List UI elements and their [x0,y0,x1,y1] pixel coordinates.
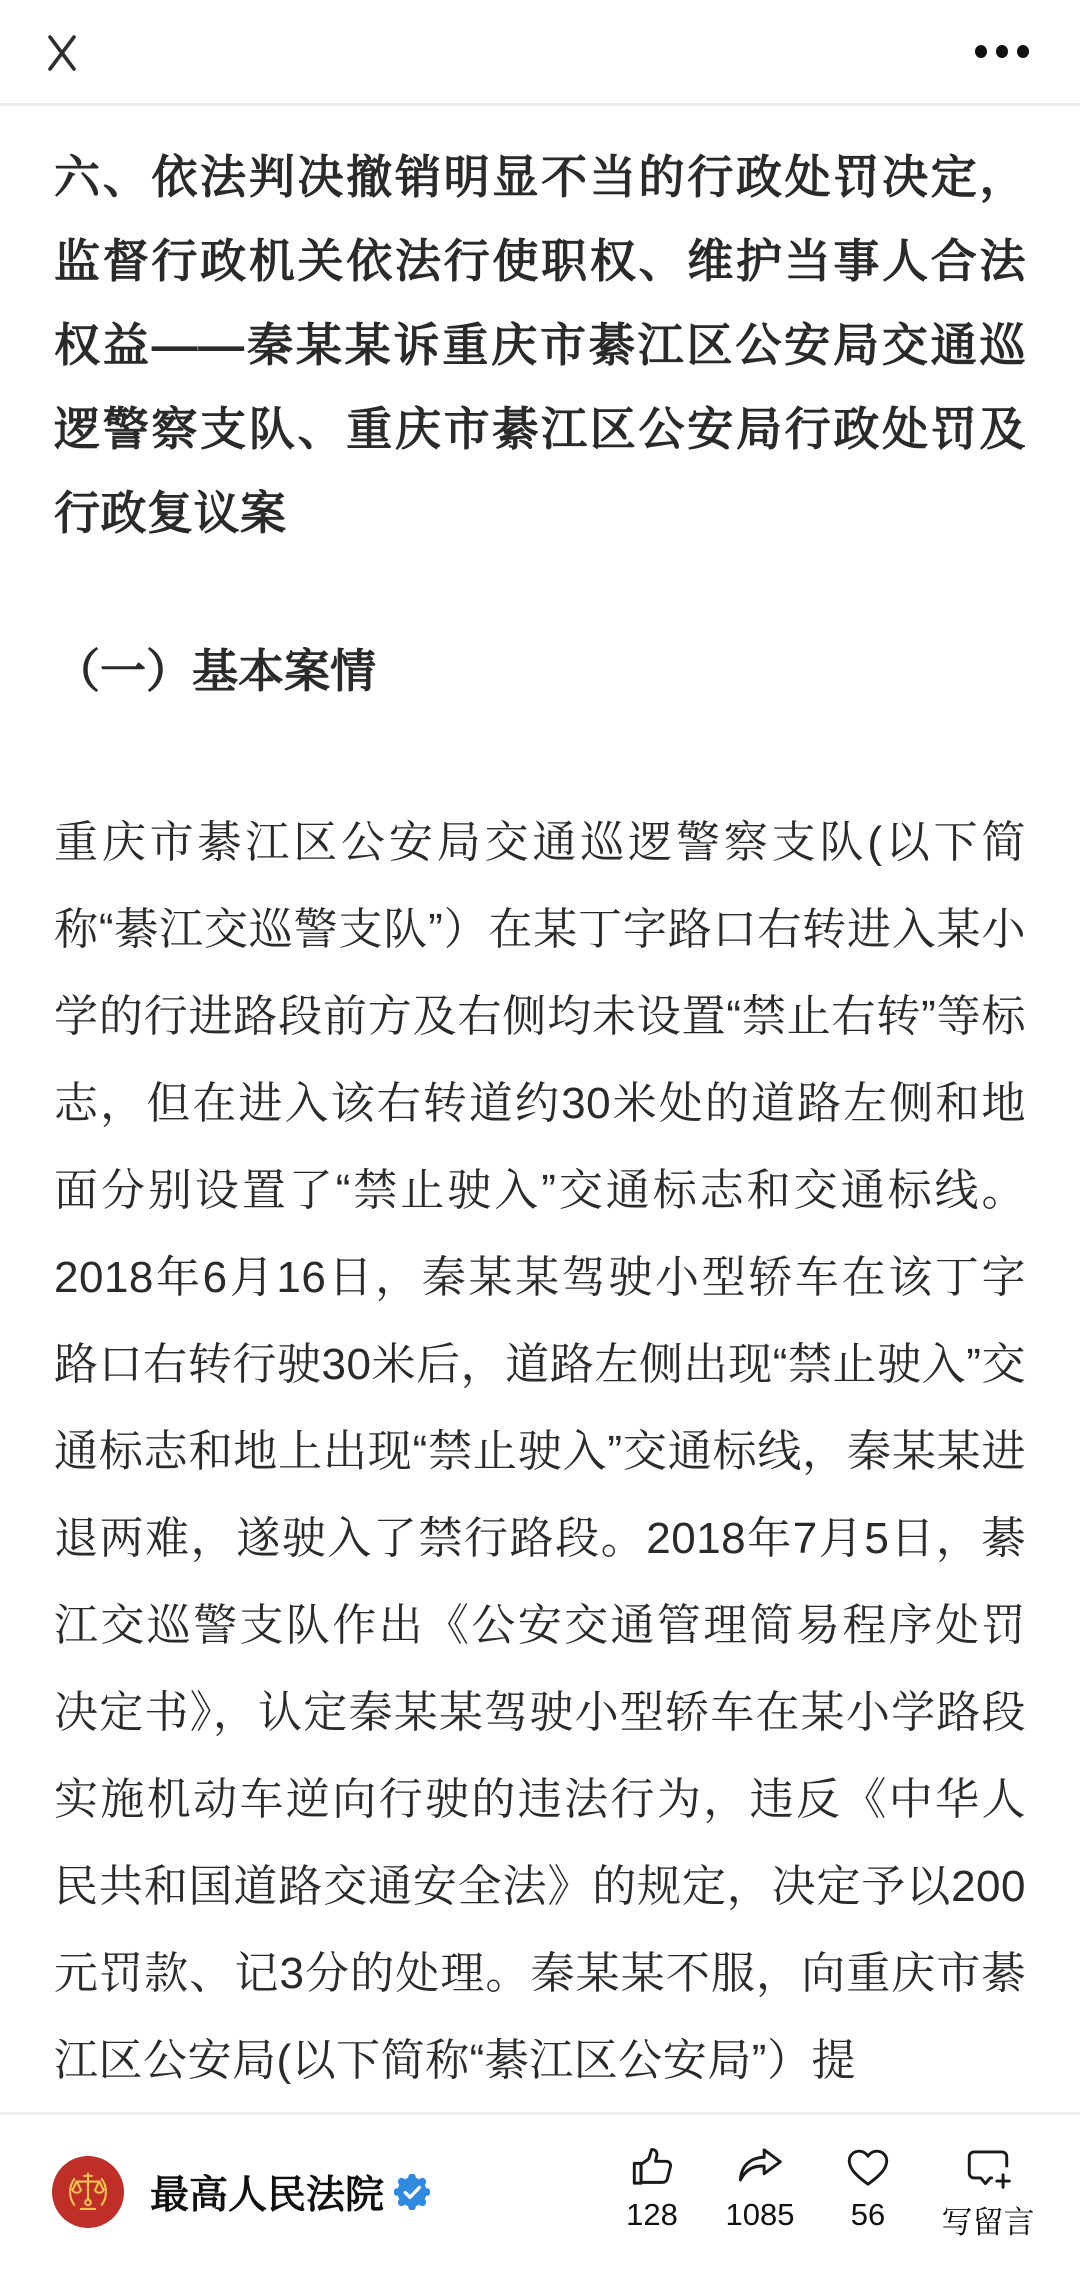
close-button[interactable] [34,24,90,80]
more-menu-button[interactable] [962,24,1042,80]
like-count: 128 [626,2197,678,2232]
avatar[interactable] [52,2156,124,2228]
account-name[interactable]: 最高人民法院 [150,2173,385,2217]
comment-button[interactable] [922,2141,1054,2242]
favorite-count: 56 [850,2197,886,2232]
share-count: 1085 [725,2197,795,2232]
bottom-action-bar [0,2112,1080,2274]
favorite-button[interactable] [814,2141,922,2233]
heart-icon [842,2141,894,2193]
article-content [0,109,1080,2104]
top-bar [0,0,1080,106]
comment-plus-icon [962,2141,1014,2193]
article-title: 六、依法判决撤销明显不当的行政处罚决定，监督行政机关依法行使职权、维护当事人合法权益——秦某某诉重庆市綦江区公安局交通巡逻警察支队、重庆市綦江区公安局行政处罚及行政复议案 [54,151,1026,539]
more-icon [975,45,1029,58]
account-link[interactable] [52,2156,430,2228]
thumbs-up-icon [626,2141,678,2193]
like-button[interactable] [598,2141,706,2233]
verified-badge-icon [394,2174,430,2210]
action-buttons [598,2141,1054,2242]
section-heading: （一）基本案情 [54,645,376,697]
share-button[interactable] [706,2141,814,2233]
forward-arrow-icon [734,2141,786,2193]
court-emblem-icon [59,2163,117,2221]
article-paragraph: 重庆市綦江区公安局交通巡逻警察支队(以下简称“綦江交巡警支队”）在某丁字路口右转进入某小学的行进路段前方及右侧均未设置“禁止右转”等标志，但在进入该右转道约30米处的道路左侧和地面分别设置了“禁止驶入”交通标志和交通标线。2018年6月16日，秦某某驾驶小型轿车在该丁字路口右转行驶30米后，道路左侧出现“禁止驶入”交通标志和地上出现“禁止驶入”交通标线，秦某某进退两难，遂驶入了禁行路段。2018年7月5日，綦江交巡警支队作出《公安交通管理简易程序处罚决定书》，认定秦某某驾驶小型轿车在某小学路段实施机动车逆向行驶的违法行为，违反《中华人民共和国道路交通安全法》的规定，决定予以200元罚款、记3分的处理。秦某某不服，向重庆市綦江区公安局(以下简称“綦江区公安局”）提 [54,818,1026,2085]
comment-label: 写留言 [941,2205,1035,2240]
close-icon [39,29,85,75]
